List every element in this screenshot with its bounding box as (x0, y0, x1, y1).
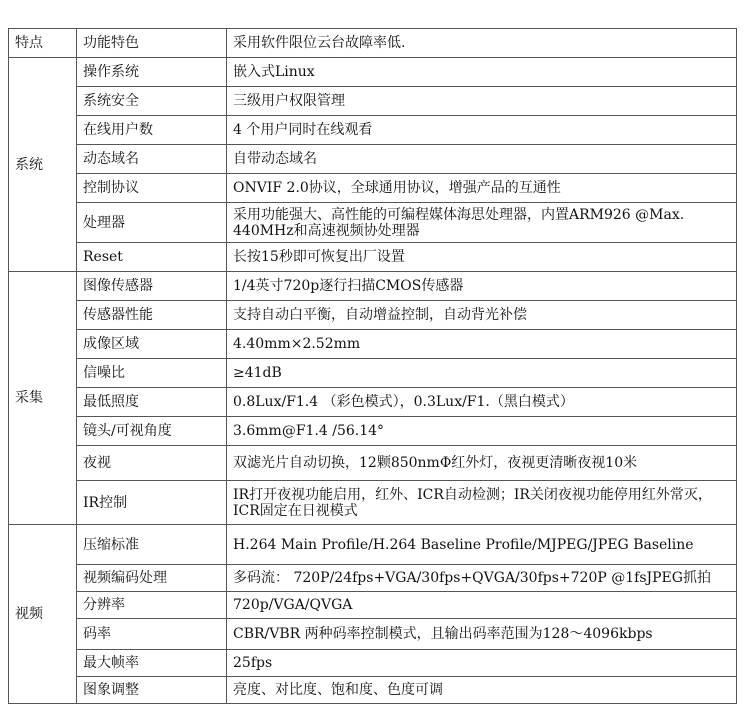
table-row (9, 87, 737, 116)
row-label: 视频编码处理 (77, 565, 227, 592)
table-row (9, 359, 737, 388)
table-row (9, 174, 737, 203)
row-value: CBR/VBR 两种码率控制模式，且输出码率范围为128～4096kbps (227, 619, 737, 650)
row-value: 亮度、对比度、饱和度、色度可调 (227, 677, 737, 704)
row-label: 分辨率 (77, 592, 227, 619)
row-label: 码率 (77, 619, 227, 650)
table-row (9, 417, 737, 446)
row-label: 夜视 (77, 446, 227, 481)
spec-table (8, 28, 737, 704)
table-row (9, 619, 737, 650)
row-value: 嵌入式Linux (227, 58, 737, 87)
row-value: 720p/VGA/QVGA (227, 592, 737, 619)
table-row (9, 446, 737, 481)
row-value: 支持自动白平衡，自动增益控制，自动背光补偿 (227, 301, 737, 330)
row-value: 3.6mm@F1.4 /56.14° (227, 417, 737, 446)
row-label: IR控制 (77, 481, 227, 525)
row-label: 压缩标准 (77, 525, 227, 565)
table-row (9, 650, 737, 677)
row-value: 自带动态域名 (227, 145, 737, 174)
row-value: ONVIF 2.0协议，全球通用协议，增强产品的互通性 (227, 174, 737, 203)
table-row (9, 243, 737, 272)
group-label-system: 系统 (9, 58, 77, 272)
table-row (9, 525, 737, 565)
row-value: 多码流： 720P/24fps+VGA/30fps+QVGA/30fps+720P @1fsJPEG抓拍 (227, 565, 737, 592)
row-value: IR打开夜视功能启用，红外、ICR自动检测；IR关闭夜视功能停用红外常灭，ICR固定在日视模式 (227, 481, 737, 525)
row-value: 25fps (227, 650, 737, 677)
table-row (9, 58, 737, 87)
header-feature-cell: 特点 (9, 29, 77, 58)
row-label: 成像区域 (77, 330, 227, 359)
row-label: Reset (77, 243, 227, 272)
row-label: 处理器 (77, 203, 227, 243)
table-row (9, 565, 737, 592)
table-row (9, 116, 737, 145)
row-label: 系统安全 (77, 87, 227, 116)
group-label-video: 视频 (9, 525, 77, 704)
row-label: 图像传感器 (77, 272, 227, 301)
row-value: H.264 Main Profile/H.264 Baseline Profile/MJPEG/JPEG Baseline (227, 525, 737, 565)
table-row (9, 330, 737, 359)
row-label: 图象调整 (77, 677, 227, 704)
group-label-capture: 采集 (9, 272, 77, 525)
row-label: 控制协议 (77, 174, 227, 203)
row-label: 在线用户数 (77, 116, 227, 145)
table-row (9, 301, 737, 330)
table-row (9, 145, 737, 174)
table-row (9, 203, 737, 243)
header-value-cell: 采用软件限位云台故障率低. (227, 29, 737, 58)
header-row (9, 29, 737, 58)
table-row (9, 272, 737, 301)
row-label: 镜头/可视角度 (77, 417, 227, 446)
row-value: 双滤光片自动切换，12颗850nmΦ红外灯，夜视更清晰夜视10米 (227, 446, 737, 481)
row-value: ≥41dB (227, 359, 737, 388)
row-label: 最低照度 (77, 388, 227, 417)
table-row (9, 388, 737, 417)
table-row (9, 677, 737, 704)
row-label: 动态域名 (77, 145, 227, 174)
row-value: 1/4英寸720p逐行扫描CMOS传感器 (227, 272, 737, 301)
row-label: 信噪比 (77, 359, 227, 388)
row-value: 4 个用户同时在线观看 (227, 116, 737, 145)
row-value: 三级用户权限管理 (227, 87, 737, 116)
row-label: 传感器性能 (77, 301, 227, 330)
row-label: 操作系统 (77, 58, 227, 87)
row-label: 最大帧率 (77, 650, 227, 677)
row-value: 采用功能强大、高性能的可编程媒体海思处理器，内置ARM926 @Max. 440MHz和高速视频协处理器 (227, 203, 737, 243)
row-value: 0.8Lux/F1.4 （彩色模式），0.3Lux/F1.（黑白模式） (227, 388, 737, 417)
table-row (9, 481, 737, 525)
table-row (9, 592, 737, 619)
header-function-cell: 功能特色 (77, 29, 227, 58)
row-value: 4.40mm×2.52mm (227, 330, 737, 359)
row-value: 长按15秒即可恢复出厂设置 (227, 243, 737, 272)
